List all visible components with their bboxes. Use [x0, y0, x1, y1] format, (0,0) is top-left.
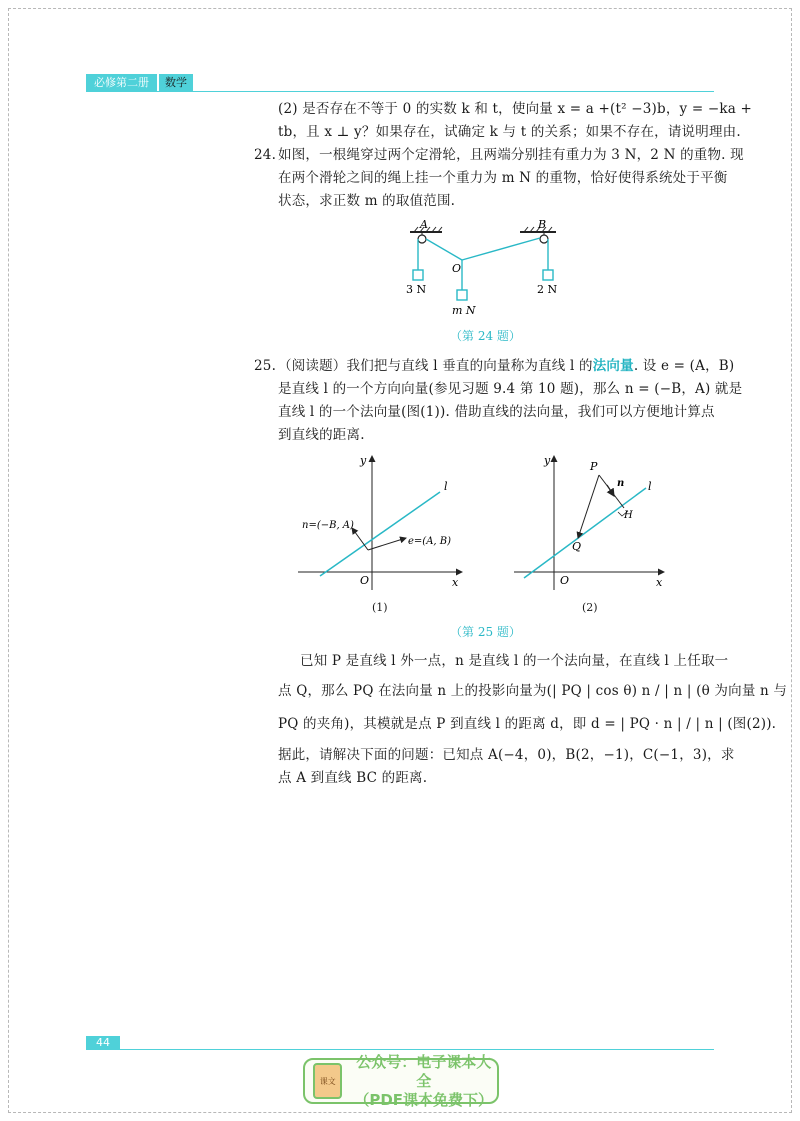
- book-tag: 必修第二册: [86, 74, 157, 91]
- fig1-caption: (1): [372, 601, 388, 614]
- q25-line1-pre: （阅读题）我们把与直线 l 垂直的向量称为直线 l 的: [278, 358, 593, 374]
- pulley-a: [418, 235, 426, 243]
- q24-pulley-figure: [400, 218, 570, 322]
- q25-line1: [278, 355, 734, 378]
- label-b: B: [538, 218, 547, 231]
- fig1-e-vector: [368, 538, 406, 550]
- fig1-e-label: e=(A, B): [408, 536, 452, 547]
- fig2-y-label: y: [544, 454, 551, 467]
- fig1-x-label: x: [452, 576, 459, 589]
- q25-line3: 直线 l 的一个法向量(图(1)). 借助直线的法向量，我们可以方便地计算点: [278, 404, 715, 420]
- q25-figure-1: [290, 450, 470, 598]
- weight-left: 3 N: [406, 283, 427, 296]
- page-number: 44: [86, 1036, 120, 1050]
- fig2-n-vector: [607, 485, 614, 496]
- fig1-line-l: [320, 492, 440, 576]
- q24-number: 24.: [254, 147, 277, 163]
- watermark-line2: （PDF课本免费下）: [354, 1090, 494, 1109]
- q25-body5: 点 A 到直线 BC 的距离.: [278, 770, 428, 786]
- fig2-caption: (2): [582, 601, 598, 614]
- fig1-l-label: l: [444, 480, 448, 493]
- watermark-text: [350, 1053, 497, 1110]
- normal-vector-term: 法向量: [592, 358, 634, 374]
- pulley-b: [540, 235, 548, 243]
- subject-tag: 数学: [159, 74, 193, 91]
- fig2-q-label: Q: [572, 540, 582, 553]
- header-rule: [86, 91, 714, 92]
- fig1-n-label: n=(−B, A): [302, 520, 354, 531]
- watermark-badge: [303, 1052, 499, 1109]
- fig2-x-label: x: [656, 576, 663, 589]
- q25-caption: （第 25 题）: [450, 625, 521, 639]
- book-logo-icon: 课文: [313, 1063, 342, 1099]
- fig1-y-label: y: [360, 454, 367, 467]
- q25-line1-post: . 设 e = (A，B): [633, 358, 735, 374]
- label-a: A: [420, 218, 428, 231]
- fig2-h-label: H: [624, 510, 633, 521]
- q25-body2: 点 Q，那么 PQ 在法向量 n 上的投影向量为(| PQ | cos θ) n / | n | (θ 为向量 n 与: [278, 683, 788, 699]
- q24-line2: 在两个滑轮之间的绳上挂一个重力为 m N 的重物，恰好使得系统处于平衡: [278, 170, 728, 186]
- label-o: O: [452, 262, 462, 275]
- fig2-origin: O: [560, 574, 570, 587]
- q25-line2: 是直线 l 的一个方向向量(参见习题 9.4 第 10 题)，那么 n = (−B，A) 就是: [278, 381, 743, 397]
- q24-line3: 状态，求正数 m 的取值范围.: [278, 193, 456, 209]
- q23-line2: tb，且 x ⊥ y？如果存在，试确定 k 与 t 的关系；如果不存在，请说明理由.: [278, 124, 741, 140]
- q25-body1: 已知 P 是直线 l 外一点，n 是直线 l 的一个法向量，在直线 l 上任取一: [300, 653, 729, 669]
- q24-caption: （第 24 题）: [450, 329, 521, 343]
- fig2-line-l: [524, 488, 646, 578]
- q25-body4: 据此，请解决下面的问题：已知点 A(−4，0)，B(2，−1)，C(−1，3)，求: [278, 747, 735, 763]
- weight-right: 2 N: [537, 283, 558, 296]
- fig2-l-label: l: [648, 480, 652, 493]
- fig1-n-vector: [352, 528, 368, 550]
- q25-number: 25.: [254, 358, 277, 374]
- q23-line1: (2) 是否存在不等于 0 的实数 k 和 t，使向量 x = a +(t² −3)b，y = −ka +: [278, 101, 752, 117]
- q25-figure-2: [510, 450, 670, 598]
- page-header: [86, 74, 193, 91]
- q25-line4: 到直线的距离.: [278, 427, 365, 443]
- fig2-n-label: n: [617, 478, 625, 489]
- footer-rule: [120, 1049, 714, 1050]
- q24-line1: 如图，一根绳穿过两个定滑轮，且两端分别挂有重力为 3 N，2 N 的重物. 现: [278, 147, 744, 163]
- fig2-p-label: P: [590, 460, 598, 473]
- fig2-pq-vector: [578, 475, 599, 538]
- fig1-origin: O: [360, 574, 370, 587]
- weight-mid: m N: [452, 304, 476, 317]
- q25-body3: PQ 的夹角)，其模就是点 P 到直线 l 的距离 d，即 d = | PQ · n | / | n | (图(2)).: [278, 716, 777, 732]
- watermark-line1: 公众号：电子课本大全: [356, 1052, 492, 1090]
